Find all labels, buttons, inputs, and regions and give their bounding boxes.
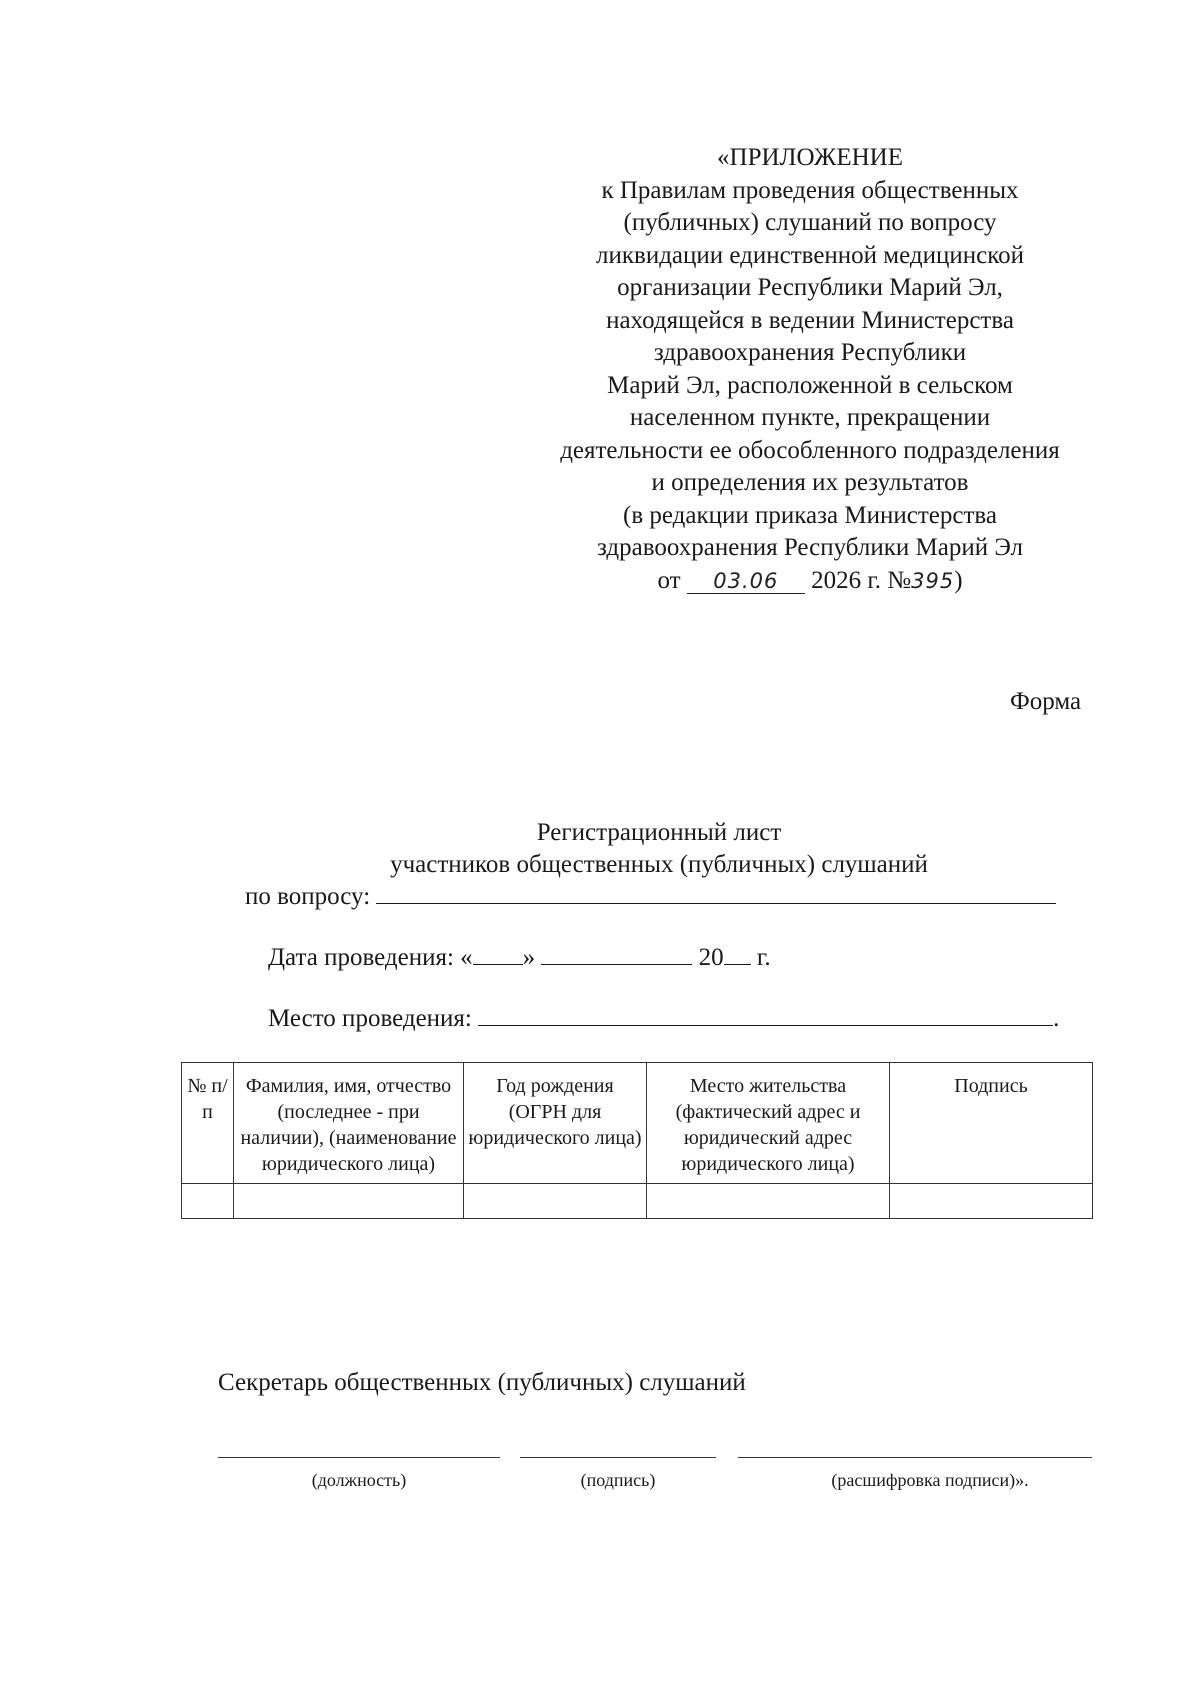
table-cell[interactable] [464,1184,647,1219]
form-label: Форма [1010,688,1082,715]
appendix-line: (в редакции приказа Министерства [623,501,997,529]
appendix-line: ликвидации единственной медицинской [596,241,1024,269]
place-end: . [1053,1005,1060,1032]
secretary-label: Секретарь общественных (публичных) слушаний [218,1369,746,1396]
order-closing: ) [954,566,963,594]
table-row [182,1184,1093,1219]
appendix-line: деятельности ее обособленного подразделения [560,436,1060,464]
order-date-prefix: от [657,566,681,594]
month-blank-field[interactable] [541,942,692,965]
table-cell[interactable] [647,1184,890,1219]
appendix-line: населенном пункте, прекращении [629,404,991,431]
day-blank-field[interactable] [473,942,523,965]
signature-line[interactable] [520,1457,716,1458]
date-label: Дата проведения: « [268,944,473,971]
signature-caption: (подпись) [580,1470,656,1490]
year-blank-field[interactable] [724,942,751,965]
appendix-line: «ПРИЛОЖЕНИЕ [717,144,903,171]
order-date-line [530,565,1090,598]
column-header-signature: Подпись [890,1063,1093,1184]
document-title [0,817,1200,881]
place-row [268,1003,1059,1033]
handwritten-order-date: 03.06 [687,569,805,594]
place-label: Место проведения: [268,1005,472,1032]
place-blank-field[interactable] [478,1003,1053,1026]
appendix-line: Марий Эл, расположенной в сельском [607,371,1013,399]
question-row [245,881,1056,911]
appendix-line: здравоохранения Республики Марий Эл [597,534,1023,561]
table-header-row [182,1063,1093,1184]
appendix-line: здравоохранения Республики [653,339,967,366]
table-cell[interactable] [234,1184,464,1219]
date-quote-close: » [522,944,536,971]
question-label: по вопросу: [245,883,371,910]
decoding-caption: (расшифровка подписи)». [831,1470,1029,1490]
appendix-line: организации Республики Марий Эл, [617,274,1003,301]
table-cell[interactable] [182,1184,234,1219]
appendix-header [530,142,1090,597]
position-caption: (должность) [311,1470,407,1490]
decoding-signature-line[interactable] [738,1457,1092,1458]
year-prefix: 20 [698,944,724,971]
position-signature-line[interactable] [218,1457,500,1458]
date-row [268,942,771,972]
title-line-1: Регистрационный лист [536,819,782,846]
title-line-2: участников общественных (публичных) слушаний [390,851,928,878]
appendix-line: к Правилам проведения общественных [601,176,1019,204]
registration-table [181,1062,1093,1219]
column-header-birth-year: Год рождения (ОГРН для юридического лица) [464,1063,647,1184]
question-blank-field[interactable] [376,881,1056,904]
appendix-line: находящейся в ведении Министерства [606,306,1014,334]
handwritten-order-number: 395 [911,568,955,593]
appendix-line: (публичных) слушаний по вопросу [623,209,997,236]
column-header-residence: Место жительства (фактический адрес и юридический адрес юридического лица) [647,1063,890,1184]
column-header-full-name: Фамилия, имя, отчество (последнее - при наличии), (наименование юридического лица) [234,1063,464,1184]
table-cell[interactable] [890,1184,1093,1219]
appendix-line: и определения их результатов [651,469,969,496]
order-year: 2026 г. № [811,566,912,594]
year-suffix: г. [756,944,771,971]
column-header-number: № п/п [182,1063,234,1184]
